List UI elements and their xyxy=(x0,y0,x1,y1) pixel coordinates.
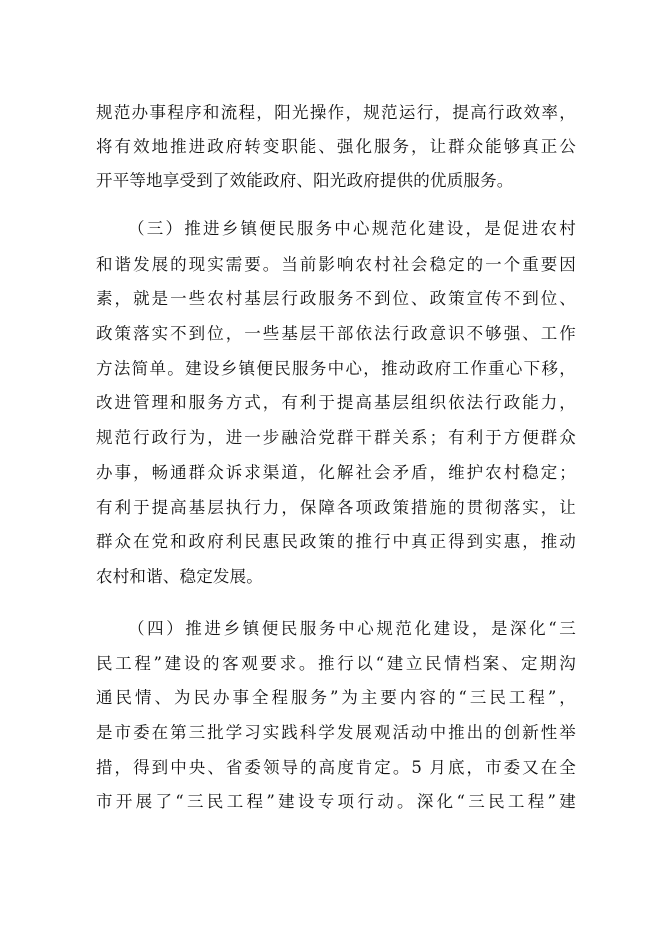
paragraph-2-line-7: 规范行政行为，进一步融洽党群干群关系；有利于方便群众 xyxy=(96,428,576,447)
paragraph-2-line-9: 有利于提高基层执行力，保障各项政策措施的贯彻落实，让 xyxy=(96,498,576,517)
paragraph-3-line-3: 通民情、为民办事全程服务”为主要内容的“三民工程”， xyxy=(96,688,576,707)
paragraph-3-line-1: （四）推进乡镇便民服务中心规范化建设，是深化“三 xyxy=(128,619,576,638)
paragraph-2-line-4: 政策落实不到位，一些基层干部依法行政意识不够强、工作 xyxy=(96,324,576,343)
paragraph-2-line-8: 办事，畅通群众诉求渠道，化解社会矛盾，维护农村稳定； xyxy=(96,463,576,482)
paragraph-2-line-11: 农村和谐、稳定发展。 xyxy=(96,567,263,586)
paragraph-2-line-2: 和谐发展的现实需要。当前影响农村社会稳定的一个重要因 xyxy=(96,255,576,274)
paragraph-1-line-2: 将有效地推进政府转变职能、强化服务，让群众能够真正公 xyxy=(96,137,576,156)
paragraph-2-line-5: 方法简单。建设乡镇便民服务中心，推动政府工作重心下移， xyxy=(96,359,576,378)
paragraph-3-line-6: 市开展了“三民工程”建设专项行动。深化“三民工程”建 xyxy=(96,792,576,811)
paragraph-3-line-5: 措，得到中央、省委领导的高度肯定。5 月底，市委又在全 xyxy=(96,758,576,777)
paragraph-2-line-10: 群众在党和政府利民惠民政策的推行中真正得到实惠，推动 xyxy=(96,532,576,551)
paragraph-3-line-4: 是市委在第三批学习实践科学发展观活动中推出的创新性举 xyxy=(96,723,576,742)
paragraph-2-line-6: 改进管理和服务方式，有利于提高基层组织依法行政能力， xyxy=(96,393,576,412)
paragraph-1-line-1: 规范办事程序和流程，阳光操作，规范运行，提高行政效率， xyxy=(96,103,576,122)
paragraph-1-line-3: 开平等地享受到了效能政府、阳光政府提供的优质服务。 xyxy=(96,171,514,190)
paragraph-2-line-1: （三）推进乡镇便民服务中心规范化建设，是促进农村 xyxy=(128,219,576,238)
paragraph-2-line-3: 素，就是一些农村基层行政服务不到位、政策宣传不到位、 xyxy=(96,289,576,308)
paragraph-3-line-2: 民工程”建设的客观要求。推行以“建立民情档案、定期沟 xyxy=(96,654,576,673)
